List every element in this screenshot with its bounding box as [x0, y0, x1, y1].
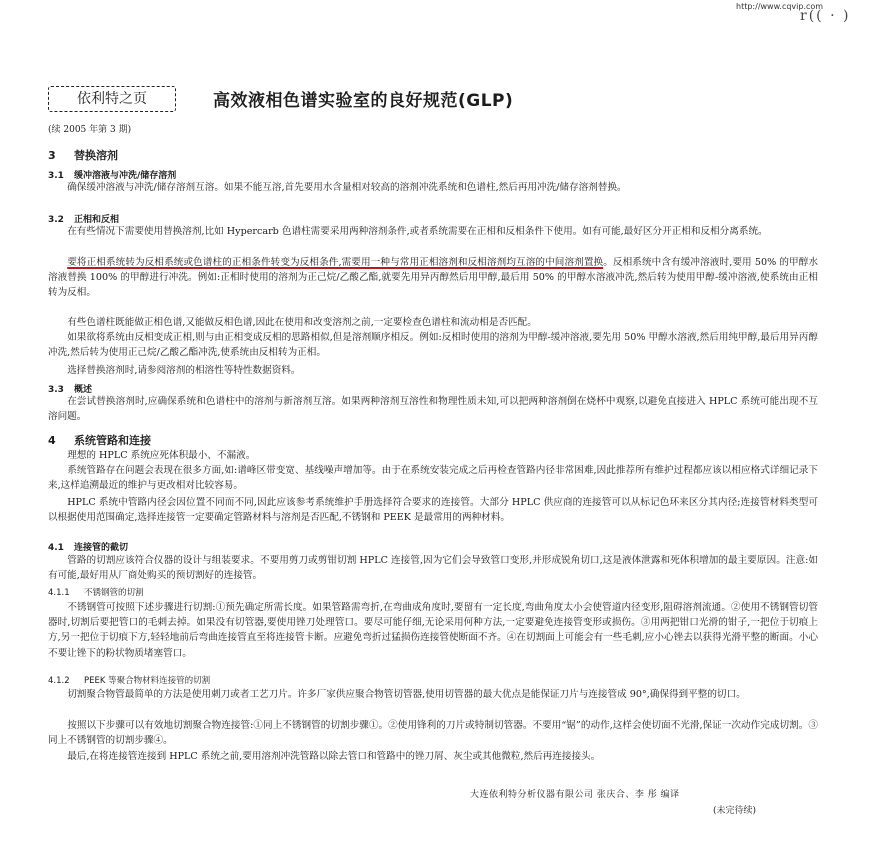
- paragraph: HPLC 系统中管路内径会因位置不同而不同,因此应该参考系统维护手册选择符合要求的连接管。大部分 HPLC 供应商的连接管可以从标记色环来区分其内径;连接管材料类型可以根据使用范围确定,选择连接管一定要确定管路材料与溶剂是否匹配,不锈钢和 PEEK 是最常用的两种材料。: [48, 497, 818, 524]
- paragraph: 切割聚合物管最简单的方法是使用刺刀或者工艺刀片。许多厂家供应聚合物管切管器,使用切管器的最大优点是能保证刀片与连接管成 90°,确保得到平整的切口。: [67, 689, 746, 700]
- to-be-continued: (未完待续): [713, 806, 757, 816]
- section-4-1-2-heading: 4.1.2 PEEK 等聚合物材料连接管的切割: [48, 676, 211, 686]
- paragraph: 最后,在将连接管连接到 HPLC 系统之前,要用溶剂冲洗管路以除去管口和管路中的锉刀屑、灰尘或其他微粒,然后再连接接头。: [67, 751, 601, 762]
- column-badge: [48, 86, 176, 112]
- column-badge-label: 依利特之页: [77, 91, 147, 107]
- section-3-heading: 3 替换溶剂: [48, 149, 118, 162]
- paragraph: 在有些情况下需要使用替换溶剂,比如 Hypercarb 色谱柱需要采用两种溶剂条件,或者系统需要在正相和反相条件下使用。如有可能,最好区分开正相和反相分离系统。: [67, 226, 768, 237]
- source-url: http://www.cqvip.com: [736, 2, 824, 11]
- paragraph: 理想的 HPLC 系统应死体积最小、不漏液。: [67, 450, 256, 461]
- paragraph: 系统管路存在问题会表现在很多方面,如:谱峰区带变宽、基线噪声增加等。由于在系统安装完成之后再检查管路内径非常困难,因此推荐所有维护过程都应该以相应格式详细记录下来,这样追溯最近的维护与更改相对比较容易。: [48, 465, 818, 492]
- section-4-1-heading: 4.1 连接管的截切: [48, 543, 129, 553]
- section-4-1-1-heading: 4.1.1 不锈钢管的切割: [48, 588, 144, 598]
- article-title: 高效液相色谱实验室的良好规范(GLP): [213, 91, 514, 111]
- section-3-3-heading: 3.3 概述: [48, 385, 93, 395]
- section-3-2-heading: 3.2 正相和反相: [48, 215, 120, 225]
- paragraph: 确保缓冲溶液与冲洗/储存溶剂互溶。如果不能互溶,首先要用水含量相对较高的溶剂冲洗系统和色谱柱,然后再用冲洗/储存溶剂替换。: [67, 182, 627, 193]
- paragraph: 按照以下步骤可以有效地切割聚合物连接管:①同上不锈钢管的切割步骤①。②使用锋利的刀片或特制切管器。不要用“锯”的动作,这样会使切面不光滑,保证一次动作完成切割。③同上不锈钢管的切割步骤④。: [48, 720, 818, 747]
- translator-credit: 大连依利特分析仪器有限公司 张庆合、李 彤 编译: [470, 790, 680, 800]
- paragraph: 管路的切割应该符合仪器的设计与组装要求。不要用剪刀或剪钳切割 HPLC 连接管,因为它们会导致管口变形,并形成锐角切口,这是液体泄露和死体积增加的最主要原因。注意:如有可能,最好用从厂商处购买的预切割好的连接管。: [48, 555, 818, 582]
- red-underlined-text: 要将正相系统转为反相系统或色谱柱的正相条件转变为反相条件,需要用一种与常用正相溶剂和反相溶剂均互溶的中间溶剂置换: [67, 257, 604, 268]
- paragraph: 不锈钢管可按照下述步骤进行切割:①预先确定所需长度。如果管路需弯折,在弯曲成角度时,要留有一定长度,弯曲角度太小会使管道内径变形,阻碍溶剂流通。②使用不锈钢管切管器时,切割后要把管口的毛刺去掉。如果没有切管器,要使用锉刀处理管口。要尽可能仔细,无论采用何种方法,一定要避免连接管变形或损伤。③用两把钳口光滑的钳子,一把位于切痕上方,另一把位于切痕下方,轻轻地前后弯曲连接管直至将连接管卡断。应避免弯折过猛损伤连接管使断面不齐。④在切割面上可能会有一些毛刺,应小心锉去以获得光滑平整的断面。小心不要让锉下的粉状物质堵塞管口。: [48, 602, 818, 659]
- section-3-1-heading: 3.1 缓冲溶液与冲洗/储存溶剂: [48, 171, 177, 181]
- corner-mark: r(( · ): [800, 8, 851, 24]
- paragraph: 选择替换溶剂时,请参阅溶剂的相溶性等特性数据资料。: [67, 365, 301, 376]
- paragraph: 如果欲将系统由反相变成正相,则与由正相变成反相的思路相似,但是溶剂顺序相反。例如:反相时使用的溶剂为甲醇-缓冲溶液,要先用 50% 甲醇水溶液,然后用纯甲醇,最后用异丙醇冲洗,然后转为使用正己烷/乙酸乙酯冲洗,使系统由反相转为正相。: [48, 332, 818, 359]
- paragraph-highlighted: 要将正相系统转为反相系统或色谱柱的正相条件转变为反相条件,需要用一种与常用正相溶剂和反相溶剂均互溶的中间溶剂置换。反相系统中含有缓冲溶液时,要用 50% 的甲醇水溶液替换 100% 的甲醇进行冲洗。例如:正相时使用的溶剂为正己烷/乙酸乙酯,就要先用异丙醇然后用甲醇,最后用 50% 的甲醇水溶液冲洗,然后转为使用甲醇-缓冲溶液,使系统由正相转为反相。: [48, 257, 818, 299]
- continued-note: (续 2005 年第 3 期): [48, 125, 132, 135]
- section-4-heading: 4 系统管路和连接: [48, 434, 151, 447]
- paragraph: 在尝试替换溶剂时,应确保系统和色谱柱中的溶剂与新溶剂互溶。如果两种溶剂互溶性和物理性质未知,可以把两种溶剂倒在烧杯中观察,以避免直接进入 HPLC 系统可能出现不互溶问题。: [48, 396, 818, 423]
- paragraph: 有些色谱柱既能做正相色谱,又能做反相色谱,因此在使用和改变溶剂之前,一定要检查色谱柱和流动相是否匹配。: [67, 317, 537, 328]
